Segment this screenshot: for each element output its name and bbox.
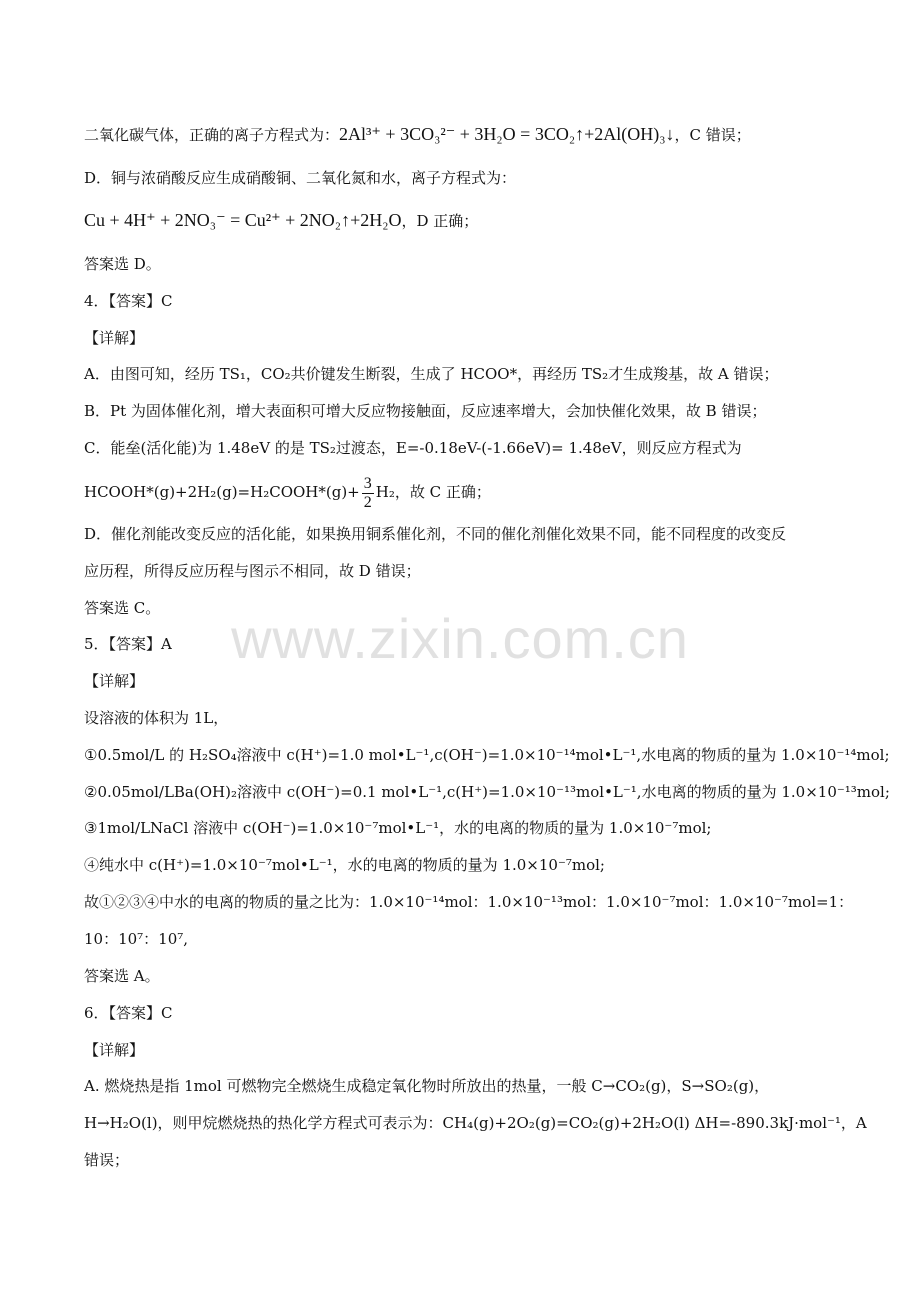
text-line: ③1mol/LNaCl 溶液中 c(OH⁻)=1.0×10⁻⁷mol•L⁻¹，水的电离的物质的量为 1.0×10⁻⁷mol;	[84, 819, 712, 837]
text-line: 应历程，所得反应历程与图示不相同，故 D 错误；	[84, 562, 421, 580]
fraction	[362, 475, 374, 512]
ionic-equation: Cu + 4H⁺ + 2NO₃⁻ = Cu²⁺ + 2NO₂↑+2H₂O	[84, 210, 402, 230]
text-line	[84, 124, 850, 145]
answer-line: 答案选 D。	[84, 255, 161, 273]
text-line	[84, 210, 850, 231]
text-line: ④纯水中 c(H⁺)=1.0×10⁻⁷mol•L⁻¹，水的电离的物质的量为 1.0×10⁻⁷mol;	[84, 856, 605, 874]
answer-line: 答案选 C。	[84, 599, 161, 617]
fraction-numerator: 3	[363, 474, 372, 492]
text-line: D．催化剂能改变反应的活化能，如果换用铜系催化剂，不同的催化剂催化效果不同，能不同程度的改变反	[84, 525, 787, 543]
text-segment: ，C 错误；	[674, 126, 751, 144]
explanation-heading: 【详解】	[84, 329, 145, 347]
text-line: A. 燃烧热是指 1mol 可燃物完全燃烧生成稳定氧化物时所放出的热量，一般 C→CO₂(g)，S→SO₂(g)，	[84, 1077, 770, 1095]
text-segment: 二氧化碳气体，正确的离子方程式为：	[84, 126, 340, 144]
text-line: D．铜与浓硝酸反应生成硝酸铜、二氧化氮和水，离子方程式为：	[84, 169, 517, 187]
question-answer-heading: 4．【答案】C	[84, 292, 173, 310]
text-line: ①0.5mol/L 的 H₂SO₄溶液中 c(H⁺)=1.0 mol•L⁻¹,c(OH⁻)=1.0×10⁻¹⁴mol•L⁻¹,水电离的物质的量为 1.0×10⁻¹⁴mol;	[84, 746, 890, 764]
text-segment: HCOOH*(g)+2H₂(g)=H₂COOH*(g)+	[84, 483, 360, 501]
text-segment: ，D 正确；	[401, 212, 479, 230]
text-line: 故①②③④中水的电离的物质的量之比为：1.0×10⁻¹⁴mol：1.0×10⁻¹³mol：1.0×10⁻⁷mol：1.0×10⁻⁷mol=1：	[84, 893, 854, 911]
fraction-denominator: 2	[363, 493, 372, 511]
text-line: H→H₂O(l)，则甲烷燃烧热的热化学方程式可表示为：CH₄(g)+2O₂(g)=CO₂(g)+2H₂O(l) ΔH=-890.3kJ·mol⁻¹，A	[84, 1114, 867, 1132]
text-segment: H₂，故 C 正确；	[375, 483, 491, 501]
text-line: B．Pt 为固体催化剂，增大表面积可增大反应物接触面，反应速率增大，会加快催化效果，故 B 错误；	[84, 402, 767, 420]
text-line: 10：10⁷：10⁷,	[84, 930, 189, 948]
ionic-equation: 2Al³⁺ + 3CO₃²⁻ + 3H₂O = 3CO₂↑+2Al(OH)₃↓	[339, 124, 675, 144]
text-line: 错误；	[84, 1151, 130, 1169]
question-answer-heading: 5．【答案】A	[84, 635, 172, 653]
text-line: A．由图可知，经历 TS₁，CO₂共价键发生断裂，生成了 HCOO*，再经历 TS₂才生成羧基，故 A 错误；	[84, 365, 779, 383]
question-answer-heading: 6．【答案】C	[84, 1004, 173, 1022]
text-line: 设溶液的体积为 1L，	[84, 709, 229, 727]
watermark: www.zixin.com.cn	[231, 607, 689, 670]
explanation-heading: 【详解】	[84, 672, 145, 690]
text-line: C．能垒(活化能)为 1.48eV 的是 TS₂过渡态，E=-0.18eV-(-1.66eV)= 1.48eV，则反应方程式为	[84, 439, 742, 457]
explanation-heading: 【详解】	[84, 1041, 145, 1059]
text-line: ②0.05mol/LBa(OH)₂溶液中 c(OH⁻)=0.1 mol•L⁻¹,c(H⁺)=1.0×10⁻¹³mol•L⁻¹,水电离的物质的量为 1.0×10⁻¹³mol;	[84, 783, 890, 801]
text-line	[84, 472, 850, 512]
answer-line: 答案选 A。	[84, 967, 160, 985]
